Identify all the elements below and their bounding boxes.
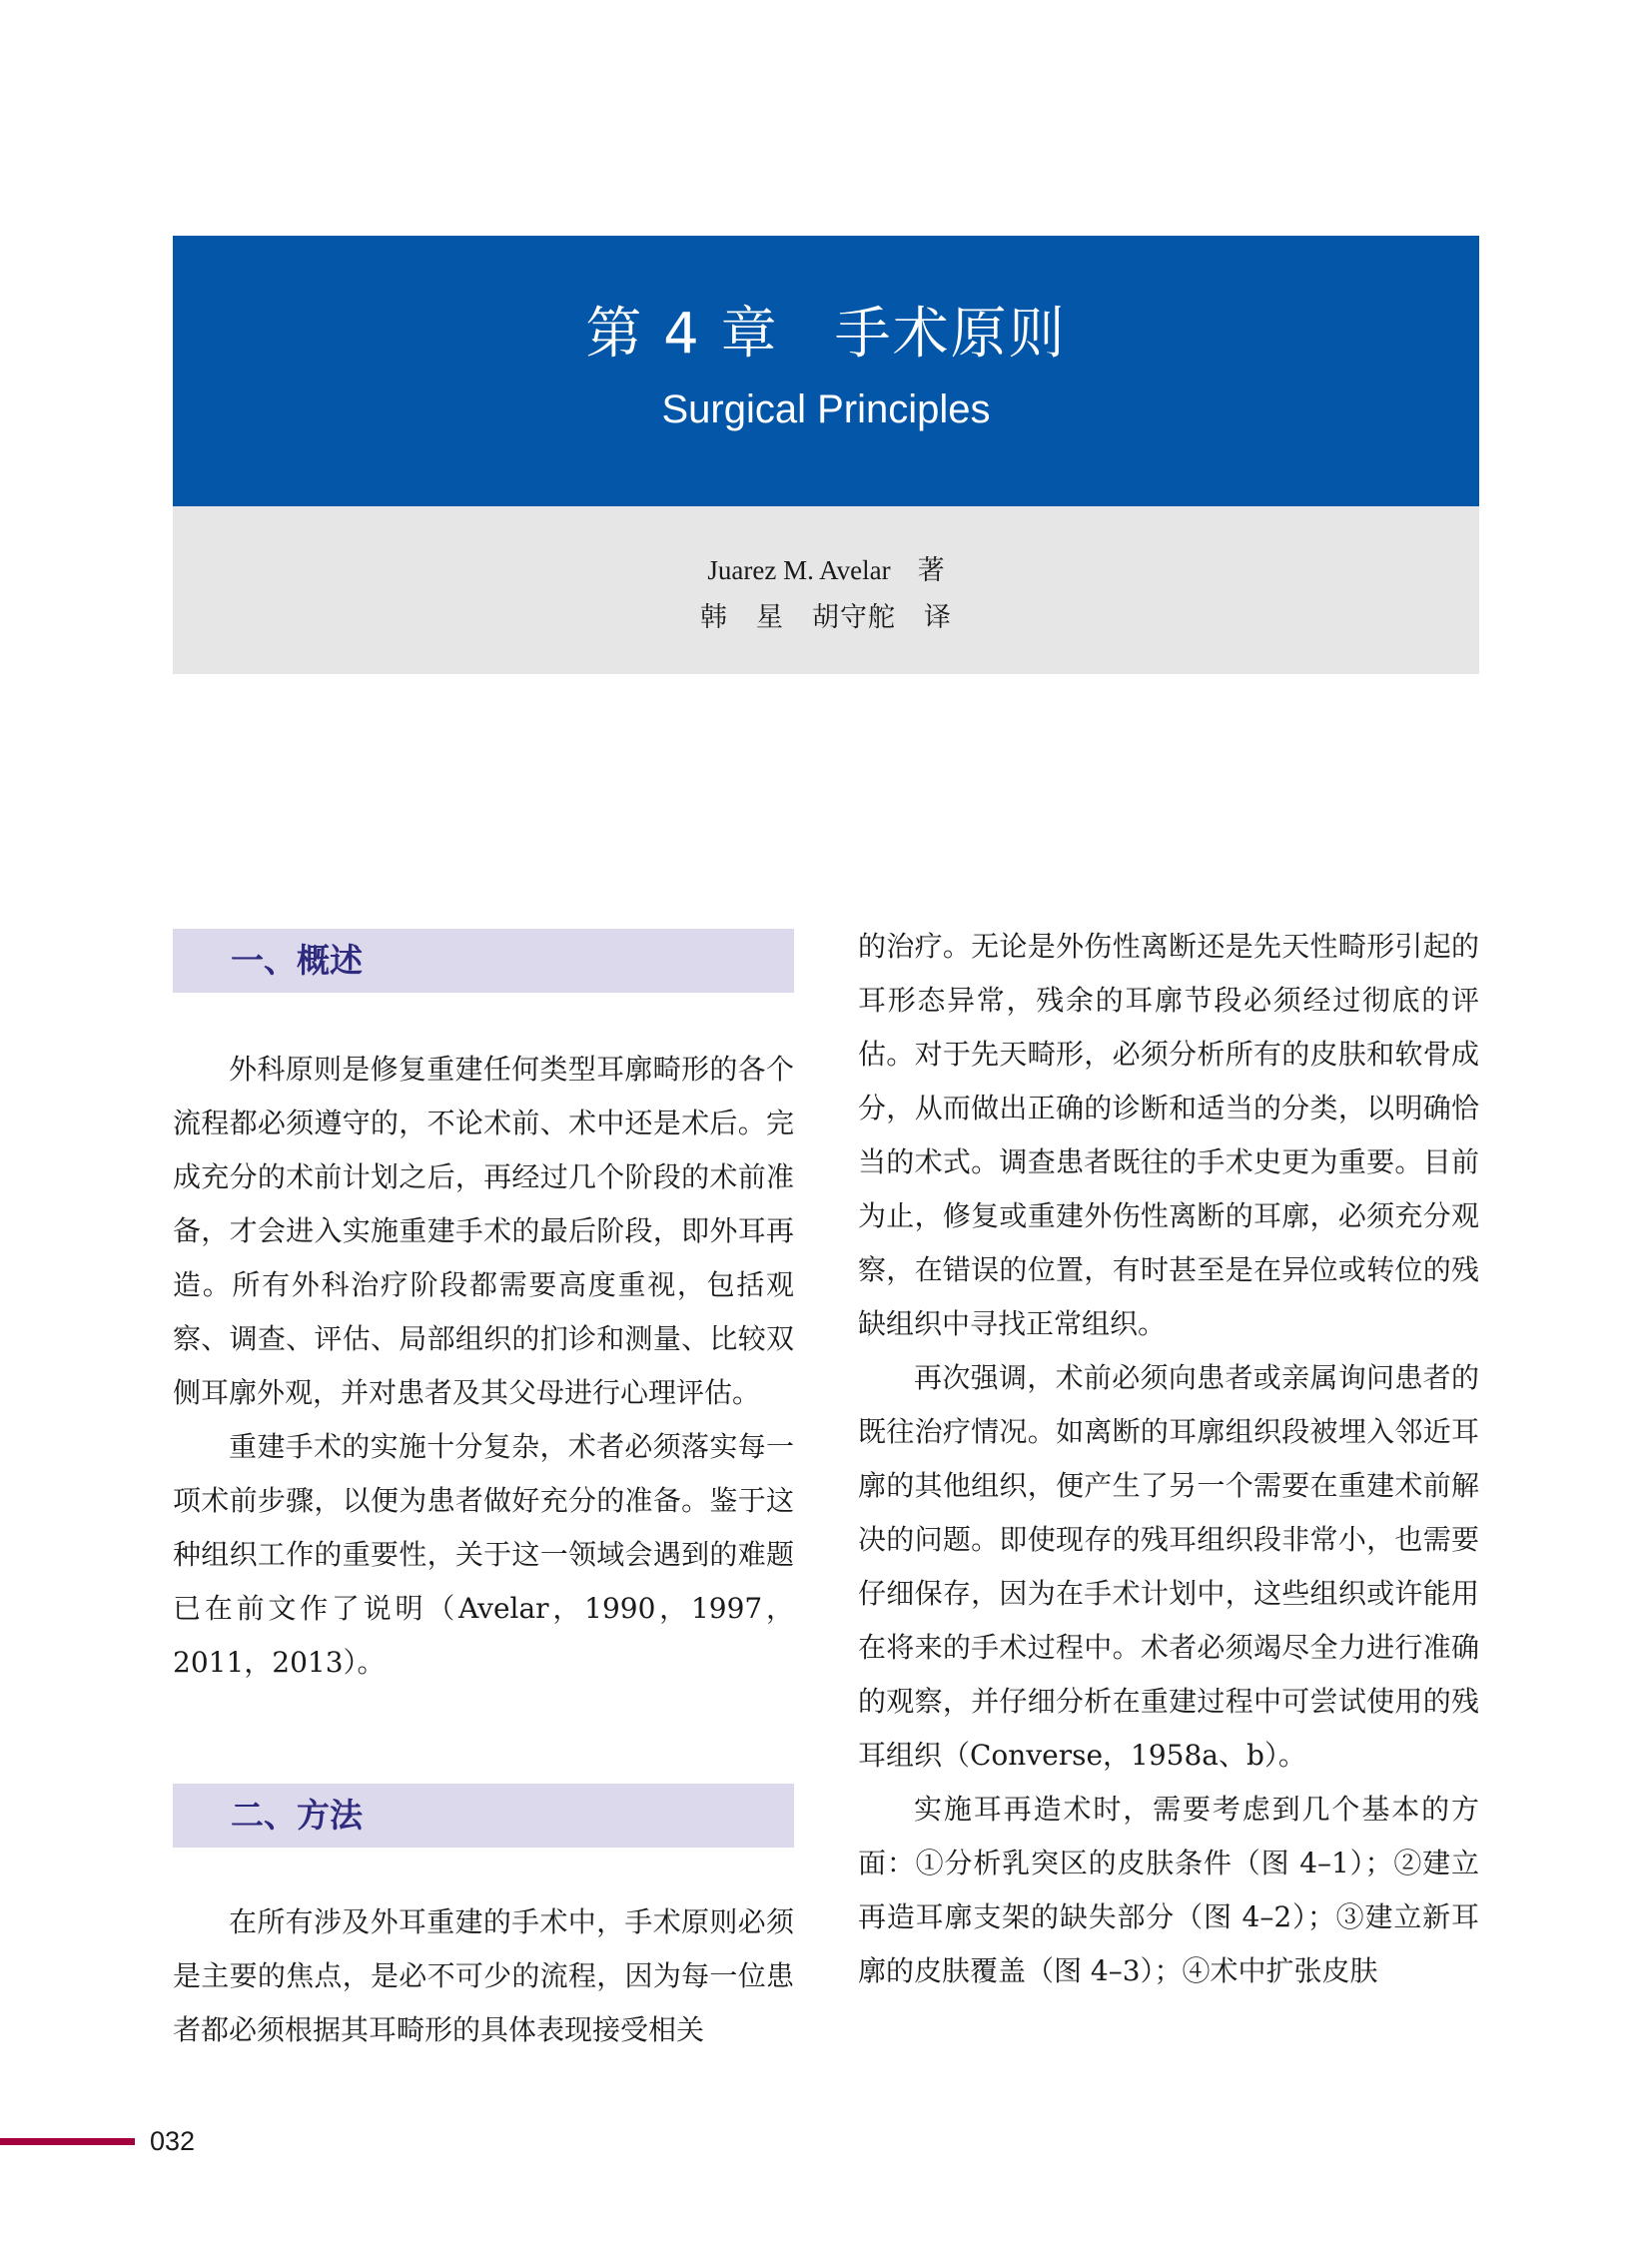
left-column-top bbox=[173, 1043, 794, 1690]
chapter-title bbox=[173, 302, 1479, 368]
section-heading-overview bbox=[173, 929, 794, 993]
chapter-banner bbox=[173, 236, 1479, 506]
author-line: Juarez M. Avelar 著 bbox=[707, 555, 945, 585]
paragraph: 在所有涉及外耳重建的手术中，手术原则必须是主要的焦点，是必不可少的流程，因为每一位患者都必须根据其耳畸形的具体表现接受相关 bbox=[173, 1905, 794, 2046]
paragraph: 再次强调，术前必须向患者或亲属询问患者的既往治疗情况。如离断的耳廓组织段被埋入邻近耳廓的其他组织，便产生了另一个需要在重建术前解决的问题。即使现存的残耳组织段非常小，也需要仔细保存，因为在手术计划中，这些组织或许能用在将来的手术过程中。术者必须竭尽全力进行准确的观察，并仔细分析在重建过程中可尝试使用的残耳组织（Converse，1958a、b）。 bbox=[858, 1361, 1479, 1772]
chapter-number: 第 4 章 bbox=[585, 302, 779, 367]
right-column bbox=[858, 920, 1479, 1998]
section-heading-methods bbox=[173, 1784, 794, 1848]
paragraph: 实施耳再造术时，需要考虑到几个基本的方面：①分析乳突区的皮肤条件（图 4–1）；②建立再造耳廓支架的缺失部分（图 4–2）；③建立新耳廓的皮肤覆盖（图 4–3）；④术中扩张皮肤 bbox=[858, 1793, 1479, 1987]
left-column-bottom bbox=[173, 1895, 794, 2057]
chapter-title-english: Surgical Principles bbox=[661, 387, 991, 431]
page-number-bar bbox=[0, 2138, 135, 2145]
paragraph: 外科原则是修复重建任何类型耳廓畸形的各个流程都必须遵守的，不论术前、术中还是术后。完成充分的术前计划之后，再经过几个阶段的术前准备，才会进入实施重建手术的最后阶段，即外耳再造。所有外科治疗阶段都需要高度重视，包括观察、调查、评估、局部组织的扪诊和测量、比较双侧耳廓外观，并对患者及其父母进行心理评估。 bbox=[173, 1053, 794, 1409]
section-heading-label: 一、概述 bbox=[231, 941, 363, 980]
page-number: 032 bbox=[150, 2126, 196, 2156]
paragraph: 的治疗。无论是外伤性离断还是先天性畸形引起的耳形态异常，残余的耳廓节段必须经过彻底的评估。对于先天畸形，必须分析所有的皮肤和软骨成分，从而做出正确的诊断和适当的分类，以明确恰当的术式。调查患者既往的手术史更为重要。目前为止，修复或重建外伤性离断的耳廓，必须充分观察，在错误的位置，有时甚至是在异位或转位的残缺组织中寻找正常组织。 bbox=[858, 930, 1479, 1340]
paragraph: 重建手术的实施十分复杂，术者必须落实每一项术前步骤，以便为患者做好充分的准备。鉴于这种组织工作的重要性，关于这一领域会遇到的难题已在前文作了说明（Avelar，1990，1997，2011，2013）。 bbox=[173, 1430, 794, 1679]
credits-box bbox=[173, 506, 1479, 674]
section-heading-label: 二、方法 bbox=[231, 1796, 363, 1835]
translator-line: 韩 星 胡守舵 译 bbox=[700, 602, 952, 633]
chapter-name: 手术原则 bbox=[834, 302, 1067, 367]
